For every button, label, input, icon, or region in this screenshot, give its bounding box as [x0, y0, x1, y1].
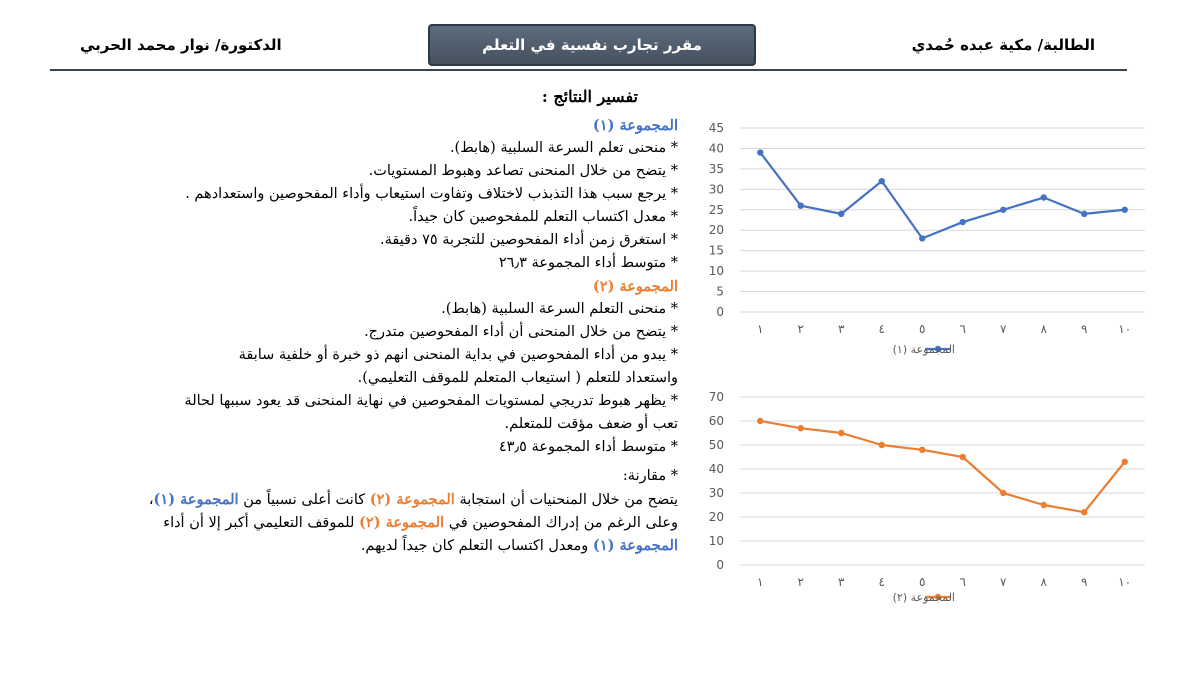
group2-ref: المجموعة (٢) [369, 491, 455, 508]
group2-line: * متوسط أداء المجموعة ٤٣٫٥ [498, 439, 678, 455]
y-tick-label: 10 [708, 264, 724, 279]
x-tick-label: ٧ [1000, 575, 1007, 589]
legend-label: المجموعة (٢) [892, 591, 955, 604]
y-tick-label: 20 [708, 510, 724, 524]
y-tick-label: 45 [708, 121, 724, 135]
comparison-text: وعلى الرغم من إدراك المفحوصين في [448, 515, 678, 531]
x-tick-label: ١ [757, 575, 764, 589]
data-point [1041, 194, 1047, 200]
x-tick-label: ١٠ [1118, 575, 1132, 589]
student-name: الطالبة/ مكية عبده حُمدي [911, 36, 1095, 54]
data-point [919, 447, 925, 453]
x-tick-label: ٦ [959, 575, 966, 589]
data-point [1000, 207, 1006, 213]
data-point [1081, 509, 1087, 515]
y-tick-label: 60 [708, 414, 724, 428]
x-tick-label: ١ [757, 322, 764, 336]
comparison-text: ، [148, 492, 154, 508]
instructor-name: الدكتورة/ نوار محمد الحربي [80, 36, 282, 54]
x-tick-label: ٩ [1081, 575, 1088, 589]
comparison-line-2 [40, 511, 678, 534]
data-point [1000, 490, 1006, 496]
group1-ref: المجموعة (١) [153, 491, 239, 508]
x-tick-label: ٩ [1081, 322, 1088, 336]
group2-heading: المجموعة (٢) [592, 278, 678, 295]
y-tick-label: 20 [708, 223, 724, 238]
course-title: مقرر تجارب نفسية في التعلم [482, 36, 702, 54]
data-point [919, 235, 925, 241]
y-tick-label: 25 [708, 202, 724, 217]
x-tick-label: ٢ [797, 575, 804, 589]
x-tick-label: ٥ [919, 322, 926, 336]
comparison-text: كانت أعلى نسبياً من [243, 492, 366, 508]
data-point [879, 442, 885, 448]
comparison-line-1 [40, 488, 678, 511]
x-tick-label: ٢ [797, 322, 804, 336]
group2-line: واستعداد للتعلم ( استيعاب المتعلم للموقف التعليمي). [357, 370, 678, 386]
comparison-text: ومعدل اكتساب التعلم كان جيداً لديهم. [360, 538, 589, 554]
y-tick-label: 40 [708, 141, 724, 156]
legend-label: المجموعة (١) [892, 343, 955, 356]
data-point [838, 211, 844, 217]
y-tick-label: 30 [708, 486, 724, 500]
data-point [798, 425, 804, 431]
x-tick-label: ٤ [878, 575, 885, 589]
results-text [40, 84, 678, 557]
series-line [760, 153, 1125, 239]
data-point [1041, 502, 1047, 508]
section-title: تفسير النتائج : [541, 87, 638, 106]
series-line [760, 421, 1125, 512]
data-point [960, 219, 966, 225]
group2-chart [700, 385, 1160, 610]
x-tick-label: ١٠ [1118, 322, 1132, 336]
group1-ref: المجموعة (١) [592, 537, 678, 554]
y-tick-label: 40 [708, 462, 724, 476]
y-tick-label: 35 [708, 161, 724, 176]
group2-line: * يبدو من أداء المفحوصين في بداية المنحنى انهم ذو خبرة أو خلفية سابقة [238, 347, 678, 363]
group1-line: * منحنى تعلم السرعة السلبية (هابط). [449, 140, 678, 156]
comparison-text: يتضح من خلال المنحنيات أن استجابة [459, 492, 678, 508]
x-tick-label: ٥ [919, 575, 926, 589]
x-tick-label: ٣ [838, 575, 845, 589]
data-point [879, 178, 885, 184]
data-point [1122, 207, 1128, 213]
y-tick-label: 0 [716, 558, 724, 572]
x-tick-label: ٨ [1040, 322, 1047, 336]
comparison-text: للموقف التعليمي أكبر إلا أن أداء [163, 515, 355, 531]
data-point [960, 454, 966, 460]
group2-line: * يتضح من خلال المنحنى أن أداء المفحوصين متدرج. [364, 324, 678, 340]
group1-line: * استغرق زمن أداء المفحوصين للتجربة ٧٥ دقيقة. [379, 232, 678, 248]
group2-line: * يظهر هبوط تدريجي لمستويات المفحوصين في نهاية المنحنى قد يعود سببها لحالة [184, 393, 678, 409]
group1-line: * يتضح من خلال المنحنى تصاعد وهبوط المستويات. [368, 163, 678, 179]
comparison-line-3 [40, 534, 678, 557]
y-tick-label: 30 [708, 182, 724, 197]
y-tick-label: 70 [708, 390, 724, 404]
comparison-heading: * مقارنة: [622, 468, 678, 484]
data-point [1081, 211, 1087, 217]
data-point [757, 149, 763, 155]
x-tick-label: ٣ [838, 322, 845, 336]
x-tick-label: ٤ [878, 322, 885, 336]
x-tick-label: ٧ [1000, 322, 1007, 336]
data-point [798, 202, 804, 208]
group1-chart [700, 115, 1160, 365]
group1-line: * معدل اكتساب التعلم للمفحوصين كان جيداً. [408, 209, 678, 225]
y-tick-label: 10 [708, 534, 724, 548]
group2-ref: المجموعة (٢) [359, 514, 445, 531]
data-point [757, 418, 763, 424]
group2-line: تعب أو ضعف مؤقت للمتعلم. [504, 416, 678, 432]
header-divider [50, 69, 1127, 71]
y-tick-label: 50 [708, 438, 724, 452]
y-tick-label: 5 [716, 284, 724, 299]
group1-heading: المجموعة (١) [592, 117, 678, 134]
group1-line: * يرجع سبب هذا التذبذب لاختلاف وتفاوت استيعاب وأداء المفحوصين واستعدادهم . [185, 186, 678, 202]
x-tick-label: ٨ [1040, 575, 1047, 589]
data-point [1122, 459, 1128, 465]
data-point [838, 430, 844, 436]
x-tick-label: ٦ [959, 322, 966, 336]
y-tick-label: 15 [708, 243, 724, 258]
group1-line: * متوسط أداء المجموعة ٢٦٫٣ [498, 255, 678, 271]
course-title-box [428, 24, 756, 66]
group2-line: * منحنى التعلم السرعة السلبية (هابط). [441, 301, 678, 317]
y-tick-label: 0 [716, 305, 724, 319]
